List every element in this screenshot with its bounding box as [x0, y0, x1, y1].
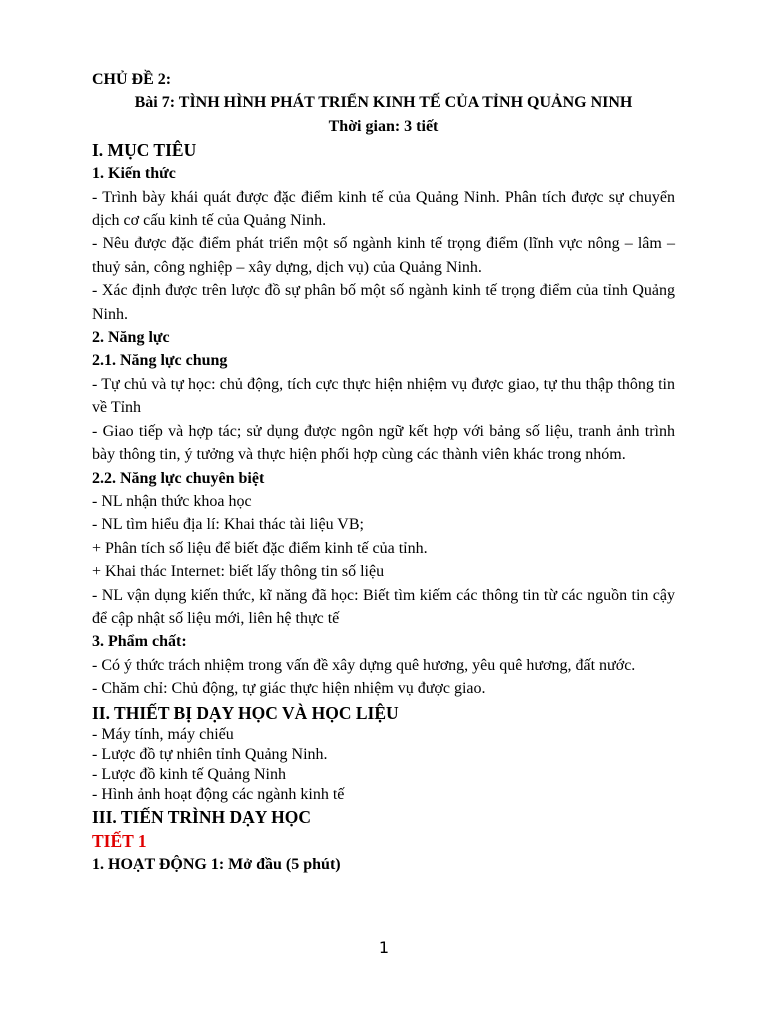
specific-competence-item: - NL vận dụng kiến thức, kĩ năng đã học: Biết tìm kiếm các thông tin từ các nguồn tin cậy để cập nhật số liệu mới, liên hệ thực tế — [92, 586, 675, 627]
specific-competence-item: + Phân tích số liệu để biết đặc điểm kinh tế của tỉnh. — [92, 539, 428, 557]
lesson-title: Bài 7: TÌNH HÌNH PHÁT TRIỂN KINH TẾ CỦA TỈNH QUẢNG NINH — [134, 94, 633, 112]
activity-heading: 1. HOẠT ĐỘNG 1: Mở đầu (5 phút) — [92, 855, 341, 873]
equipment-item: - Hình ảnh hoạt động các ngành kinh tế — [92, 785, 345, 803]
knowledge-item: - Xác định được trên lược đồ sự phân bố một số ngành kinh tế trọng điểm của tỉnh Quảng Ninh. — [92, 282, 675, 323]
equipment-item: - Lược đồ tự nhiên tỉnh Quảng Ninh. — [92, 745, 328, 763]
section-process-heading: III. TIẾN TRÌNH DẠY HỌC — [92, 806, 311, 827]
specific-competence-heading: 2.2. Năng lực chuyên biệt — [92, 469, 265, 487]
period-label: TIẾT 1 — [92, 830, 147, 851]
knowledge-item: - Nêu được đặc điểm phát triển một số ngành kinh tế trọng điểm (lĩnh vực nông – lâm – thuỷ sản, công nghiệp – xây dựng, dịch vụ) của Quảng Ninh. — [92, 235, 675, 276]
topic-label: CHỦ ĐỀ 2: — [92, 71, 172, 88]
knowledge-heading: 1. Kiến thức — [92, 165, 176, 183]
equipment-item: - Lược đồ kinh tế Quảng Ninh — [92, 765, 286, 783]
competence-heading: 2. Năng lực — [92, 329, 170, 347]
equipment-item: - Máy tính, máy chiếu — [92, 725, 234, 743]
page-number: 1 — [378, 938, 390, 957]
section-equipment-heading: II. THIẾT BỊ DẠY HỌC VÀ HỌC LIỆU — [92, 702, 399, 723]
specific-competence-item: + Khai thác Internet: biết lấy thông tin số liệu — [92, 563, 385, 581]
specific-competence-item: - NL nhận thức khoa học — [92, 492, 252, 510]
knowledge-item: - Trình bày khái quát được đặc điểm kinh tế của Quảng Ninh. Phân tích được sự chuyển dịch cơ cấu kinh tế của Quảng Ninh. — [92, 188, 675, 230]
qualities-heading: 3. Phẩm chất: — [92, 633, 187, 651]
qualities-item: - Có ý thức trách nhiệm trong vấn đề xây dựng quê hương, yêu quê hương, đất nước. — [92, 656, 636, 674]
lesson-duration: Thời gian: 3 tiết — [328, 117, 439, 135]
specific-competence-item: - NL tìm hiểu địa lí: Khai thác tài liệu VB; — [92, 516, 364, 534]
general-competence-heading: 2.1. Năng lực chung — [92, 352, 228, 370]
general-competence-item: - Tự chủ và tự học: chủ động, tích cực thực hiện nhiệm vụ được giao, tự thu thập thông tin về Tỉnh — [92, 375, 675, 417]
document-body — [92, 68, 675, 876]
qualities-item: - Chăm chỉ: Chủ động, tự giác thực hiện nhiệm vụ được giao. — [92, 680, 486, 698]
section-objectives-heading: I. MỤC TIÊU — [92, 140, 197, 161]
general-competence-item: - Giao tiếp và hợp tác; sử dụng được ngôn ngữ kết hợp với bảng số liệu, tranh ảnh trình bày thông tin, ý tưởng và thực hiện phối hợp cùng các thành viên khác trong nhóm. — [92, 422, 675, 464]
